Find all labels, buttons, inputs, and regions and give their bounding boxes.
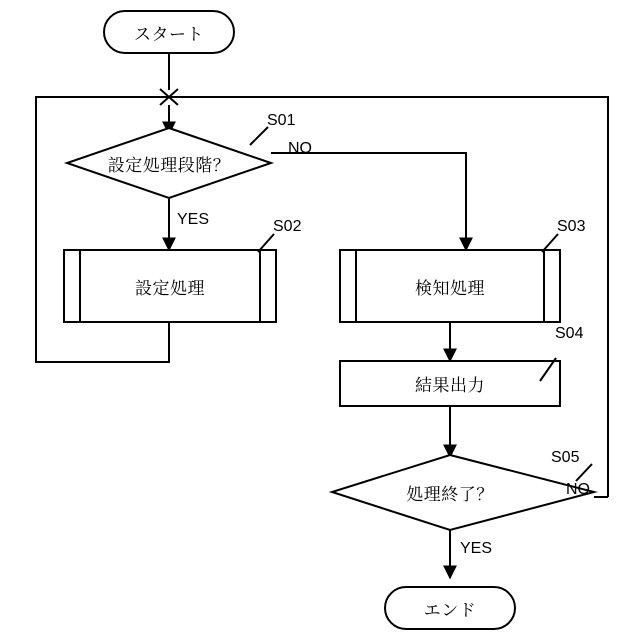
edge-label-s01-no: NO [288,140,312,157]
node-end-label: エンド [423,600,477,620]
node-s01-label: 設定処理段階？ [107,155,231,175]
node-s01-shape [67,128,271,198]
node-s04-shape [340,361,560,406]
node-s03-shape [340,250,560,322]
edge-label-s05-yes: YES [460,540,493,557]
edge-label-s01-yes: YES [177,211,210,228]
step-label-s03: S03 [557,218,586,235]
step-label-s05: S05 [551,449,580,466]
edge-label-s05-no: NO [566,481,590,498]
node-end-shape [385,587,515,629]
node-start-label: スタート [134,24,204,44]
node-s03-label: 検知処理 [415,278,485,298]
step-label-s04: S04 [555,325,584,342]
node-s05-label: 処理終了？ [406,484,494,504]
node-s02-label: 設定処理 [135,278,205,298]
node-s04-label: 結果出力 [415,376,485,395]
node-s02-shape [64,250,276,322]
step-label-s02: S02 [273,218,302,235]
step-label-s01: S01 [267,112,296,129]
node-start-shape [104,11,234,53]
leader-s01 [250,127,268,145]
